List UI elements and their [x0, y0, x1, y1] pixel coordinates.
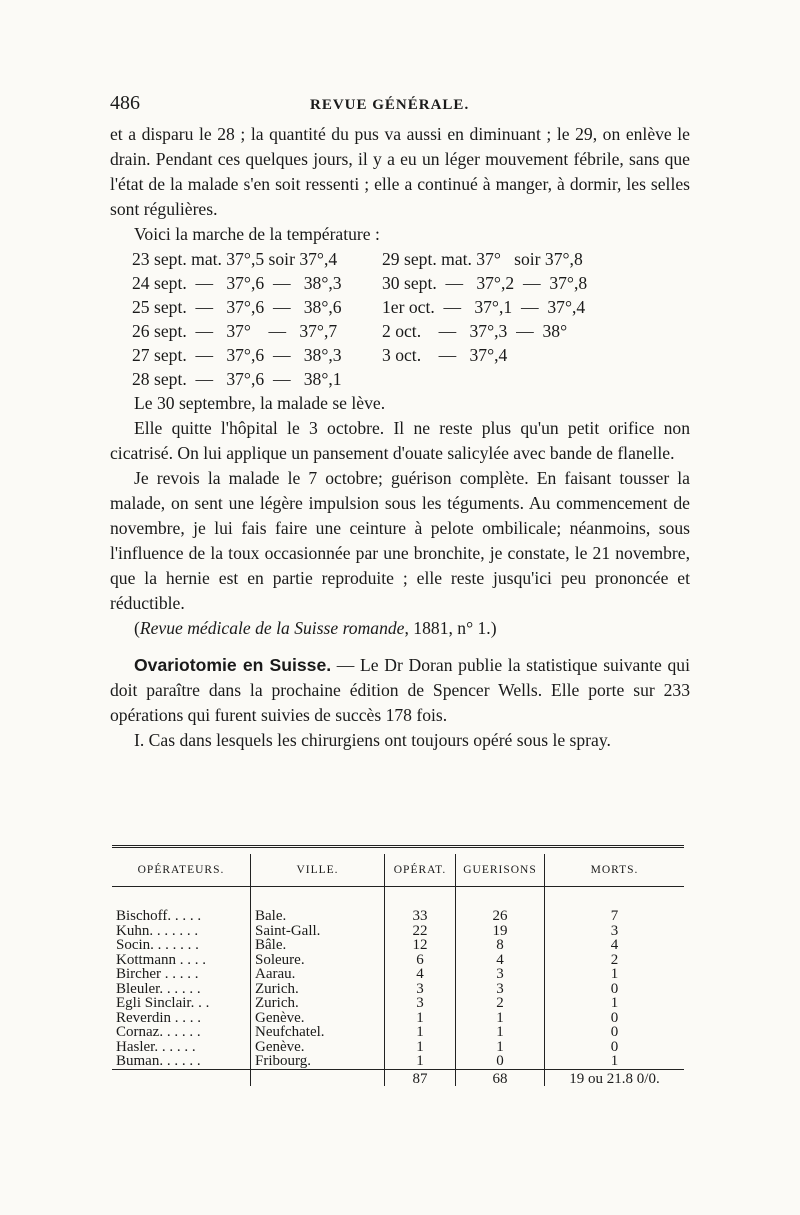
temp-left: 28 sept. — 37°,6 — 38°,1: [132, 369, 342, 389]
table-row: [112, 1025, 684, 1040]
ref-open: (: [134, 618, 140, 638]
cell-cures: 8: [456, 938, 545, 953]
cell-operations: 1: [385, 1025, 456, 1040]
reference: [110, 616, 690, 641]
total-blank: [251, 1069, 385, 1086]
temp-right: 3 oct. — 37°,4: [382, 345, 508, 365]
col-header-operators: OPÉRATEURS.: [112, 854, 251, 887]
temperature-list: [132, 247, 690, 391]
table-row: [112, 1040, 684, 1055]
cell-city: Genève.: [251, 1011, 385, 1026]
paragraph-3: Je revois la malade le 7 octobre; guérison complète. En faisant tousser la malade, on sent une légère impulsion sous les téguments. Au commencement de novembre, je lui fais faire une ceinture à pelote ombilicale; néanmoins, sous l'influence de la toux occasionnée par une bronchite, je constate, le 21 novembre, que la hernie est en partie reproduite ; elle reste jusqu'ici peu prononcée et réductible.: [110, 468, 690, 613]
cell-operations: 1: [385, 1040, 456, 1055]
cell-operator: Kottmann . . . .: [116, 951, 206, 968]
temperature-row: [132, 295, 690, 319]
cell-operations: 3: [385, 996, 456, 1011]
cell-deaths: 1: [545, 996, 685, 1011]
cell-cures: 1: [456, 1011, 545, 1026]
running-title: REVUE GÉNÉRALE.: [310, 97, 470, 113]
table-spacer: [112, 887, 684, 910]
table-header-row: [112, 854, 684, 887]
cell-city: Zurich.: [251, 982, 385, 997]
cell-city: Genève.: [251, 1040, 385, 1055]
temp-left: 25 sept. — 37°,6 — 38°,6: [132, 297, 342, 317]
cell-operator: Hasler. . . . . .: [116, 1038, 196, 1055]
cell-operations: 3: [385, 982, 456, 997]
cell-deaths: 7: [545, 909, 685, 924]
cell-operator: Bischoff. . . . .: [116, 908, 202, 924]
cell-operations: 1: [385, 1054, 456, 1069]
cell-operations: 12: [385, 938, 456, 953]
cell-cures: 3: [456, 982, 545, 997]
cell-deaths: 0: [545, 1025, 685, 1040]
cell-operations: 4: [385, 967, 456, 982]
page-number: 486: [110, 92, 140, 114]
table-row: [112, 1054, 684, 1069]
cell-operations: 33: [385, 909, 456, 924]
cell-cures: 2: [456, 996, 545, 1011]
cell-deaths: 2: [545, 953, 685, 968]
table-row: [112, 996, 684, 1011]
temp-left: 27 sept. — 37°,6 — 38°,3: [132, 345, 342, 365]
cell-deaths: 0: [545, 1040, 685, 1055]
cell-city: Saint-Gall.: [251, 924, 385, 939]
col-header-city: VILLE.: [251, 854, 385, 887]
total-deaths: 19 ou 21.8 0/0.: [545, 1069, 685, 1086]
double-rule: [112, 845, 684, 848]
cell-operator: Reverdin . . . .: [116, 1009, 201, 1026]
temp-left: 24 sept. — 37°,6 — 38°,3: [132, 273, 342, 293]
statistics-table: [112, 854, 684, 1086]
cell-cures: 0: [456, 1054, 545, 1069]
cell-deaths: 1: [545, 1054, 685, 1069]
cell-deaths: 1: [545, 967, 685, 982]
total-operations: 87: [385, 1069, 456, 1086]
table-row: [112, 938, 684, 953]
cell-city: Bale.: [251, 909, 385, 924]
cell-operator: Bleuler. . . . . .: [116, 980, 201, 997]
cell-city: Fribourg.: [251, 1054, 385, 1069]
temperature-intro: Voici la marche de la température :: [134, 224, 380, 244]
statistics-table-wrap: [112, 845, 684, 1086]
ref-journal: Revue médicale de la Suisse romande: [139, 618, 405, 638]
page-body: [110, 92, 690, 753]
cell-operator: Socin. . . . . . .: [116, 937, 199, 953]
temperature-row: [132, 343, 690, 367]
cell-operator: Kuhn. . . . . . .: [116, 922, 199, 939]
temperature-row: [132, 367, 690, 391]
table-total-row: [112, 1069, 684, 1086]
cell-deaths: 4: [545, 938, 685, 953]
temp-right: 30 sept. — 37°,2 — 37°,8: [382, 273, 588, 293]
cell-operator: Egli Sinclair. . .: [116, 995, 210, 1011]
cell-operator: Buman. . . . . .: [116, 1053, 201, 1069]
cell-city: Aarau.: [251, 967, 385, 982]
total-cures: 68: [456, 1069, 545, 1086]
temperature-row: [132, 247, 690, 271]
cell-city: Soleure.: [251, 953, 385, 968]
cell-cures: 4: [456, 953, 545, 968]
ovariotomy-paragraph: [110, 653, 690, 728]
cell-cures: 3: [456, 967, 545, 982]
cell-city: Bâle.: [251, 938, 385, 953]
page-header: [110, 92, 690, 122]
ovariotomy-title: Ovariotomie en Suisse.: [134, 655, 332, 675]
cell-cures: 19: [456, 924, 545, 939]
paragraph-2: Elle quitte l'hôpital le 3 octobre. Il ne reste plus qu'un petit orifice non cicatrisé. On lui applique un pansement d'ouate salicylée avec bande de flanelle.: [110, 418, 690, 463]
temp-left: 26 sept. — 37° — 37°,7: [132, 321, 338, 341]
temp-right: 1er oct. — 37°,1 — 37°,4: [382, 297, 586, 317]
table-row: [112, 909, 684, 924]
temperature-row: [132, 271, 690, 295]
cell-operator: Bircher . . . . .: [116, 966, 199, 982]
temp-right: 2 oct. — 37°,3 — 38°: [382, 321, 568, 341]
temp-right: 29 sept. mat. 37° soir 37°,8: [382, 249, 583, 269]
table-row: [112, 1011, 684, 1026]
cell-deaths: 0: [545, 982, 685, 997]
table-row: [112, 924, 684, 939]
ovariotomy-text: — Le Dr Doran publie la statistique suivante qui doit paraître dans la prochaine édition de Spencer Wells. Elle porte sur 233 opérations qui furent suivies de succès 178 fois.: [110, 655, 690, 725]
table-row: [112, 982, 684, 997]
cell-city: Neufchatel.: [251, 1025, 385, 1040]
cell-cures: 1: [456, 1025, 545, 1040]
ref-rest: , 1881, n° 1.): [404, 618, 497, 638]
cell-operations: 22: [385, 924, 456, 939]
col-header-cures: GUERISONS: [456, 854, 545, 887]
col-header-deaths: MORTS.: [545, 854, 685, 887]
table-row: [112, 953, 684, 968]
cell-deaths: 3: [545, 924, 685, 939]
cell-operations: 1: [385, 1011, 456, 1026]
table-row: [112, 967, 684, 982]
cell-cures: 1: [456, 1040, 545, 1055]
col-header-operations: OPÉRAT.: [385, 854, 456, 887]
cell-deaths: 0: [545, 1011, 685, 1026]
total-blank: [112, 1069, 251, 1086]
cell-city: Zurich.: [251, 996, 385, 1011]
paragraph-1: et a disparu le 28 ; la quantité du pus va aussi en diminuant ; le 29, on enlève le drain. Pendant ces quelques jours, il y a eu un léger mouvement fébrile, sans que l'état de la malade s'en soit ressenti ; elle a continué à manger, à dormir, les selles sont régulières.: [110, 124, 690, 219]
cell-operator: Cornaz. . . . . .: [116, 1024, 201, 1040]
section-1-heading: I. Cas dans lesquels les chirurgiens ont toujours opéré sous le spray.: [134, 730, 611, 750]
temp-left: 23 sept. mat. 37°,5 soir 37°,4: [132, 249, 338, 269]
temperature-row: [132, 319, 690, 343]
cell-operations: 6: [385, 953, 456, 968]
leve-sentence: Le 30 septembre, la malade se lève.: [134, 393, 386, 413]
cell-cures: 26: [456, 909, 545, 924]
